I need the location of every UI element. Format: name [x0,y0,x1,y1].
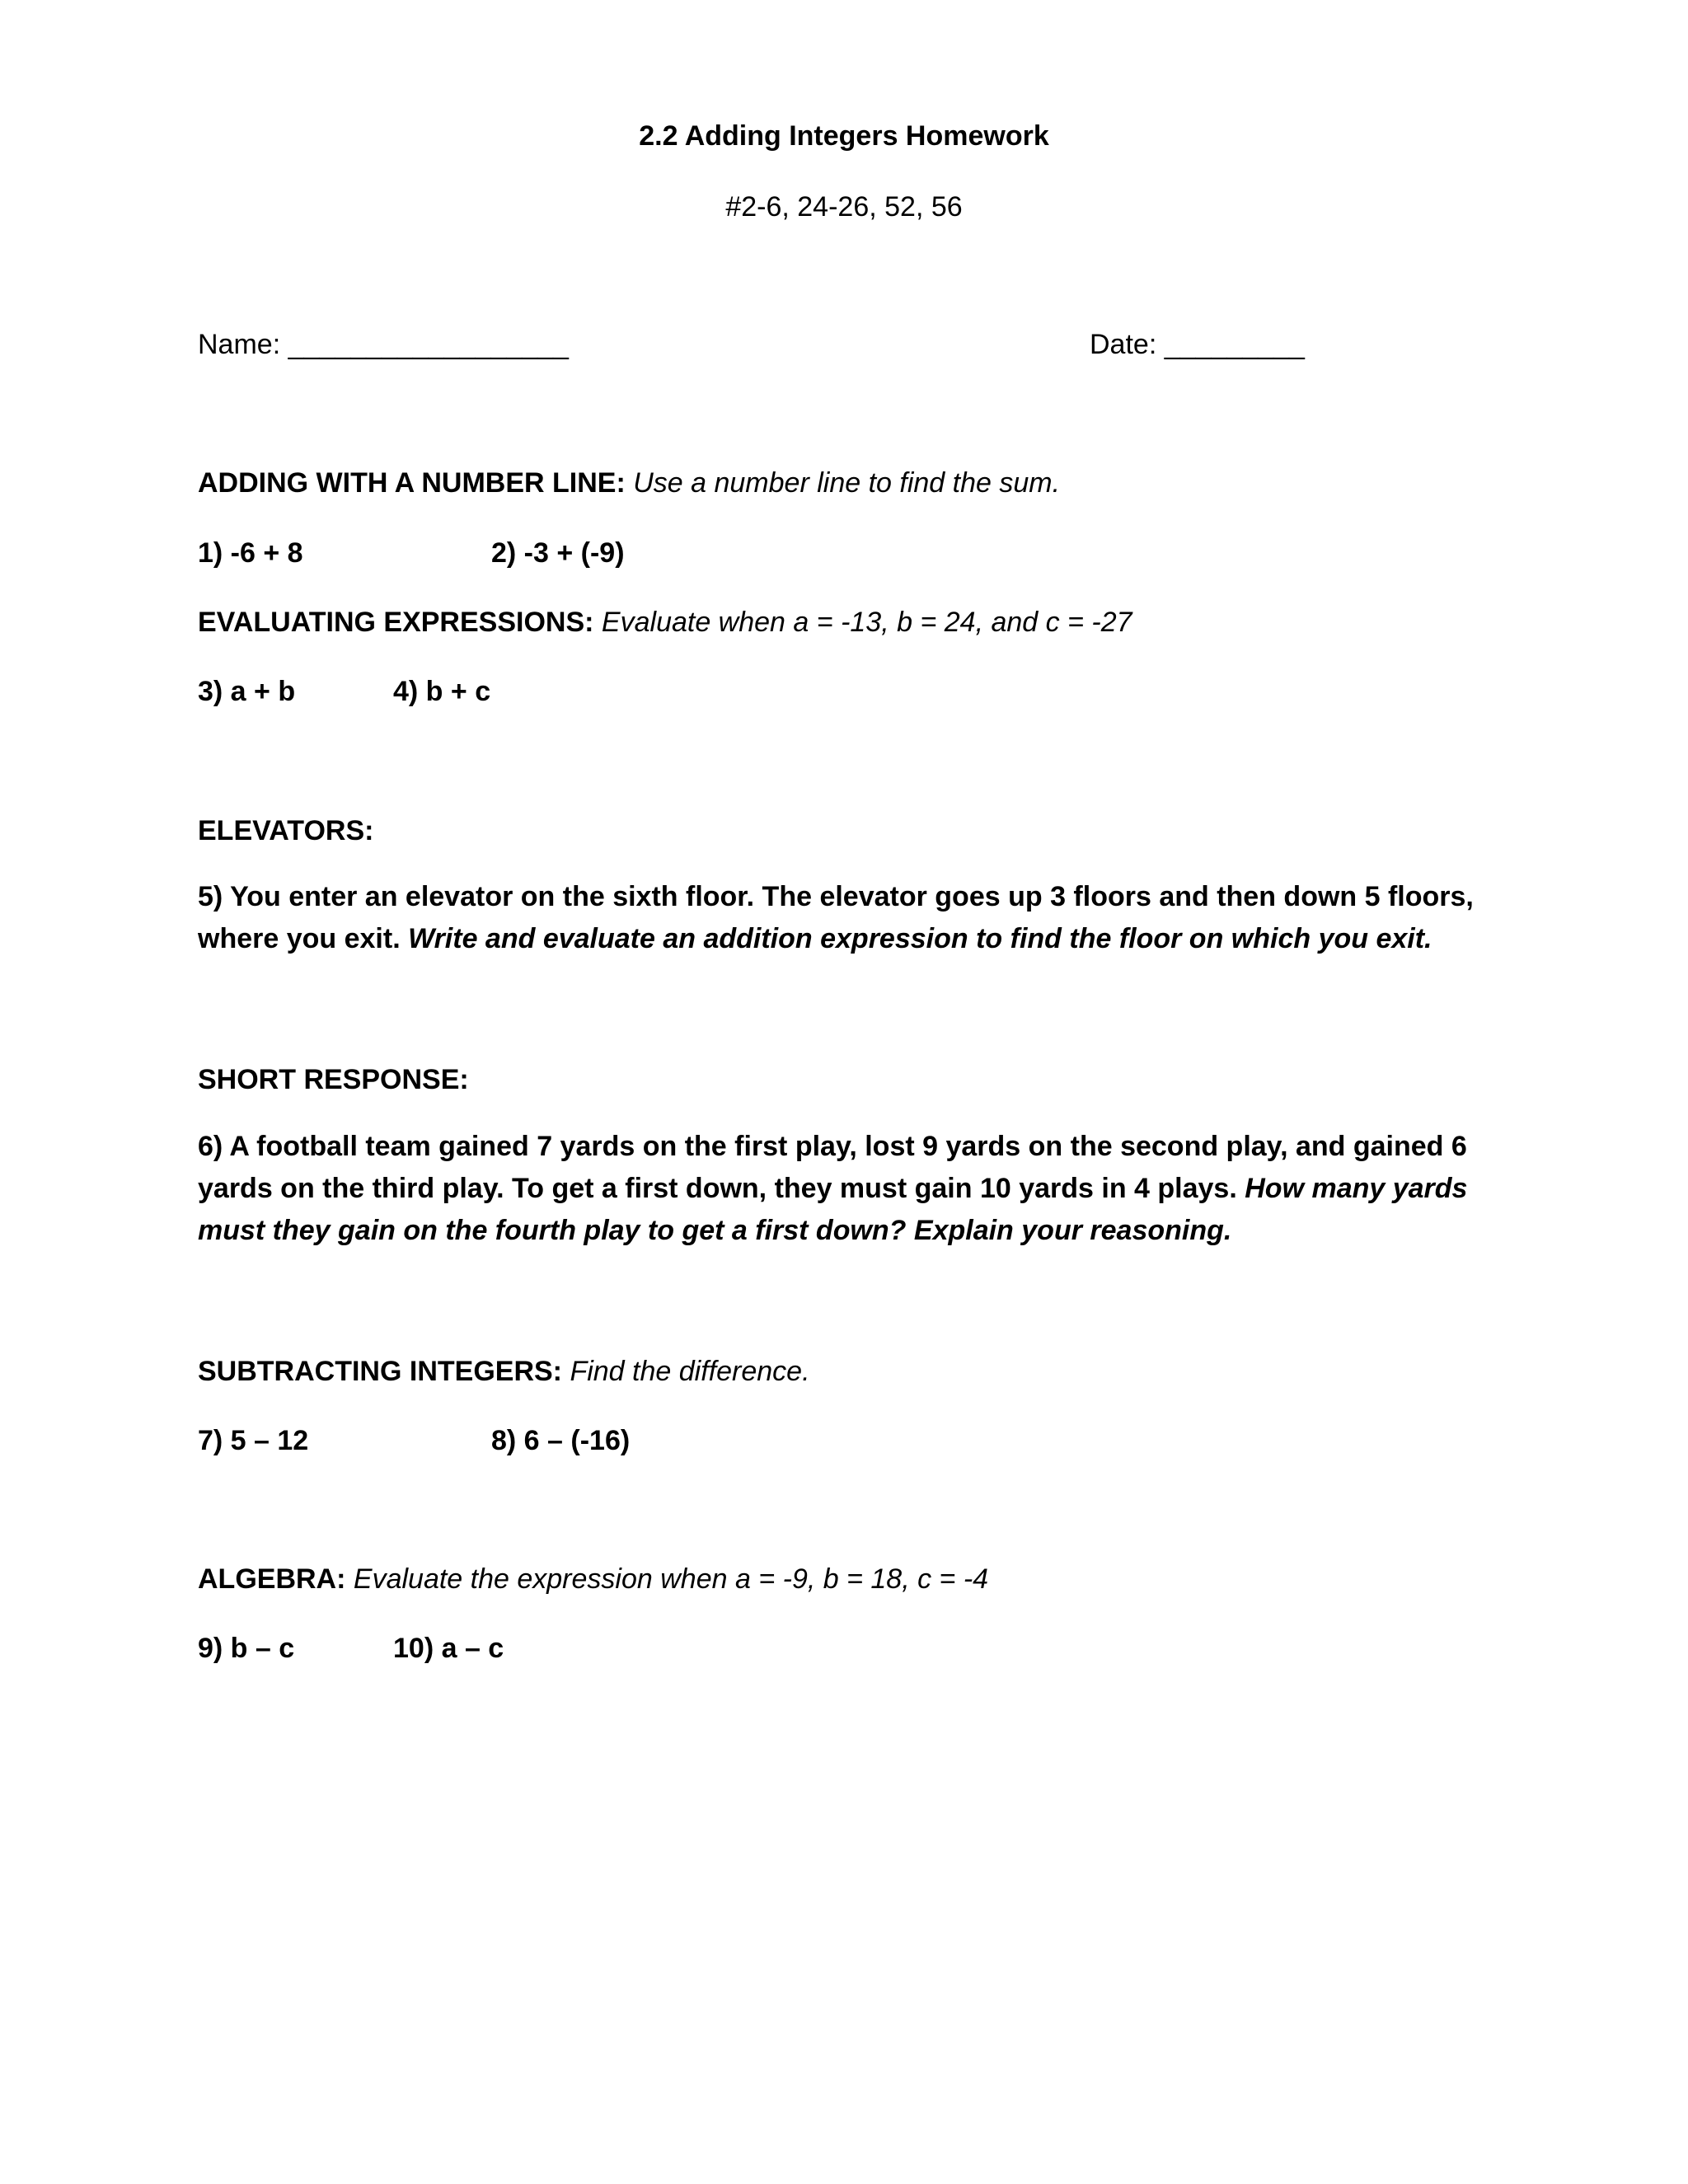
problem-text: 6) A football team gained 7 yards on the first play, lost 9 yards on the second play, and gained 6 yards on the third play. To get a first down, they must gain 10 yards in 4 plays. [198,1131,1467,1204]
problem-6 [198,1126,1500,1252]
section-instruction: Find the difference. [570,1356,810,1387]
page-title: 2.2 Adding Integers Homework [639,120,1049,152]
problem-3: 3) a + b [198,676,296,707]
problem-question: How many yards must they gain on the fourth play to get a first down? Explain your reasoning. [198,1173,1468,1246]
problem-8: 8) 6 – (-16) [491,1425,631,1456]
problem-10: 10) a – c [393,1633,504,1664]
name-field: Name: __________________ [198,329,569,360]
problem-5 [198,876,1500,960]
problem-4: 4) b + c [393,676,491,707]
section-heading: EVALUATING EXPRESSIONS: [198,607,594,638]
section-instruction: Evaluate the expression when a = -9, b = 18, c = -4 [353,1563,989,1595]
section-short-response [198,1066,469,1094]
section-heading: SHORT RESPONSE: [198,1064,469,1095]
section-instruction: Use a number line to find the sum. [633,467,1061,499]
section-heading: ELEVATORS: [198,815,374,846]
assignment-list: #2-6, 24-26, 52, 56 [725,191,963,223]
problem-1: 1) -6 + 8 [198,537,303,569]
problem-9: 9) b – c [198,1633,295,1664]
problem-2: 2) -3 + (-9) [491,537,625,569]
section-instruction: Evaluate when a = -13, b = 24, and c = -27 [601,607,1132,638]
section-subtracting [198,1357,810,1385]
section-heading: ALGEBRA: [198,1563,346,1595]
section-evaluating [198,608,1132,636]
problem-7: 7) 5 – 12 [198,1425,309,1456]
date-field: Date: _________ [1090,329,1305,360]
problem-text: 5) You enter an elevator on the sixth floor. The elevator goes up 3 floors and then down 5 floors, where you exit. [198,881,1474,954]
section-number-line [198,469,1060,497]
problem-question: Write and evaluate an addition expression to find the floor on which you exit. [408,923,1432,954]
section-heading: ADDING WITH A NUMBER LINE: [198,467,626,499]
section-elevators [198,817,373,845]
section-algebra [198,1565,988,1593]
section-heading: SUBTRACTING INTEGERS: [198,1356,562,1387]
